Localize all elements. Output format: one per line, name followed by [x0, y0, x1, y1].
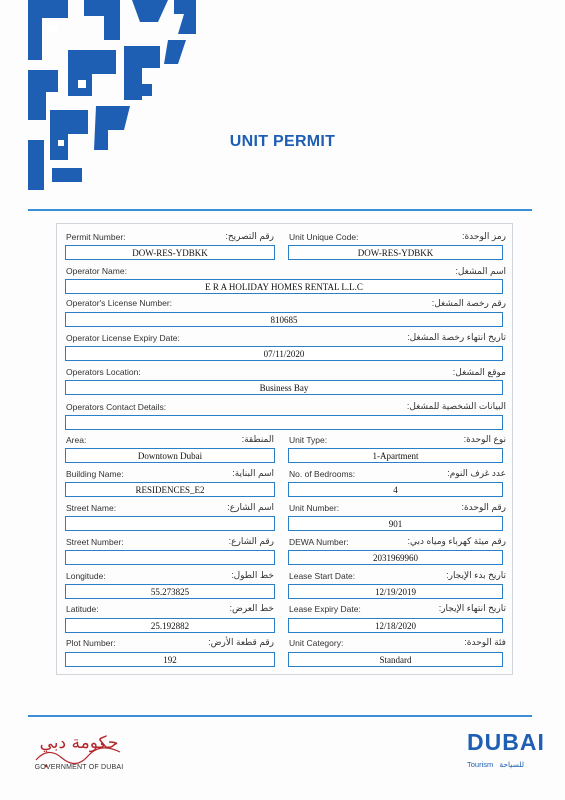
operator-license-number-field: 810685 — [65, 312, 503, 327]
dewa-number-label-ar: رقم ميثة كهرباء ومياه دبي: — [407, 536, 506, 546]
permit-number-field: DOW-RES-YDBKK — [65, 245, 275, 260]
government-of-dubai-arabic: حكومة دبي — [39, 733, 119, 753]
operator-license-expiry-label-ar: تاريخ انتهاء رخصة المشغل: — [407, 332, 506, 342]
unit-type-field: 1-Apartment — [288, 448, 503, 463]
unit-unique-code-label-ar: رمز الوحدة: — [461, 231, 506, 241]
operator-name-label: Operator Name: — [66, 266, 127, 276]
lease-start-date-label-ar: تاريخ بدء الإيجار: — [446, 570, 506, 580]
no-of-bedrooms-label-ar: عدد غرف النوم: — [447, 468, 506, 478]
area-label-ar: المنطقة: — [241, 434, 274, 444]
lease-start-date-field: 12/19/2019 — [288, 584, 503, 599]
longitude-label-ar: خط الطول: — [231, 570, 274, 580]
lease-expiry-date-label: Lease Expiry Date: — [289, 604, 361, 614]
no-of-bedrooms-field: 4 — [288, 482, 503, 497]
street-name-field — [65, 516, 275, 531]
permit-number-label: Permit Number: — [66, 232, 126, 242]
government-of-dubai-label: GOVERNMENT OF DUBAI — [34, 764, 124, 771]
street-name-label-ar: اسم الشارع: — [227, 502, 274, 512]
area-field: Downtown Dubai — [65, 448, 275, 463]
area-label: Area: — [66, 435, 87, 445]
operator-license-number-label-ar: رقم رخصة المشغل: — [431, 298, 506, 308]
operators-location-field: Business Bay — [65, 380, 503, 395]
lease-start-date-label: Lease Start Date: — [289, 571, 356, 581]
permit-form — [56, 223, 513, 675]
plot-number-label-ar: رقم قطعة الأرض: — [208, 637, 274, 647]
dewa-number-label: DEWA Number: — [289, 537, 349, 547]
plot-number-label: Plot Number: — [66, 638, 116, 648]
street-number-field — [65, 550, 275, 565]
operator-license-number-label: Operator's License Number: — [66, 298, 173, 308]
latitude-label: Latitude: — [66, 604, 99, 614]
operators-contact-label-ar: البيانات الشخصية للمشغل: — [406, 401, 506, 411]
latitude-label-ar: خط العرض: — [229, 603, 274, 613]
operators-contact-label: Operators Contact Details: — [66, 402, 167, 412]
page-title: UNIT PERMIT — [229, 133, 336, 150]
street-name-label: Street Name: — [66, 503, 117, 513]
unit-type-label: Unit Type: — [289, 435, 328, 445]
building-name-field: RESIDENCES_E2 — [65, 482, 275, 497]
unit-category-field: Standard — [288, 652, 503, 667]
latitude-field: 25.192882 — [65, 618, 275, 633]
operator-name-field: E R A HOLIDAY HOMES RENTAL L.L.C — [65, 279, 503, 294]
operators-contact-field — [65, 415, 503, 430]
tourism-label-ar: للسياحة — [499, 760, 525, 769]
dubai-tourism-sub — [467, 760, 524, 769]
street-number-label: Street Number: — [66, 537, 124, 547]
tourism-label-en: Tourism — [467, 760, 494, 769]
longitude-label: Longitude: — [66, 571, 106, 581]
dubai-calligraphy-logo — [28, 0, 196, 190]
plot-number-field: 192 — [65, 652, 275, 667]
operator-name-label-ar: اسم المشغل: — [455, 266, 506, 276]
unit-type-label-ar: نوع الوحدة: — [463, 434, 506, 444]
operator-license-expiry-label: Operator License Expiry Date: — [66, 333, 180, 343]
operators-location-label-ar: موقع المشغل: — [452, 367, 506, 377]
unit-category-label: Unit Category: — [289, 638, 344, 648]
footer-divider — [28, 715, 532, 717]
lease-expiry-date-field: 12/18/2020 — [288, 618, 503, 633]
no-of-bedrooms-label: No. of Bedrooms: — [289, 469, 356, 479]
building-name-label: Building Name: — [66, 469, 124, 479]
street-number-label-ar: رقم الشارع: — [228, 536, 274, 546]
unit-number-label: Unit Number: — [289, 503, 340, 513]
unit-number-label-ar: رقم الوحدة: — [461, 502, 506, 512]
unit-unique-code-label: Unit Unique Code: — [289, 232, 359, 242]
building-name-label-ar: اسم البناية: — [232, 468, 274, 478]
unit-category-label-ar: فئة الوحدة: — [464, 637, 506, 647]
permit-number-label-ar: رقم التصريح: — [225, 231, 274, 241]
operators-location-label: Operators Location: — [66, 367, 141, 377]
dubai-tourism-logo: DUBAI — [467, 729, 545, 755]
dewa-number-field: 2031969960 — [288, 550, 503, 565]
operator-license-expiry-field: 07/11/2020 — [65, 346, 503, 361]
unit-number-field: 901 — [288, 516, 503, 531]
header-divider — [28, 209, 532, 211]
longitude-field: 55.273825 — [65, 584, 275, 599]
unit-unique-code-field: DOW-RES-YDBKK — [288, 245, 503, 260]
lease-expiry-date-label-ar: تاريخ انتهاء الإيجار: — [438, 603, 506, 613]
